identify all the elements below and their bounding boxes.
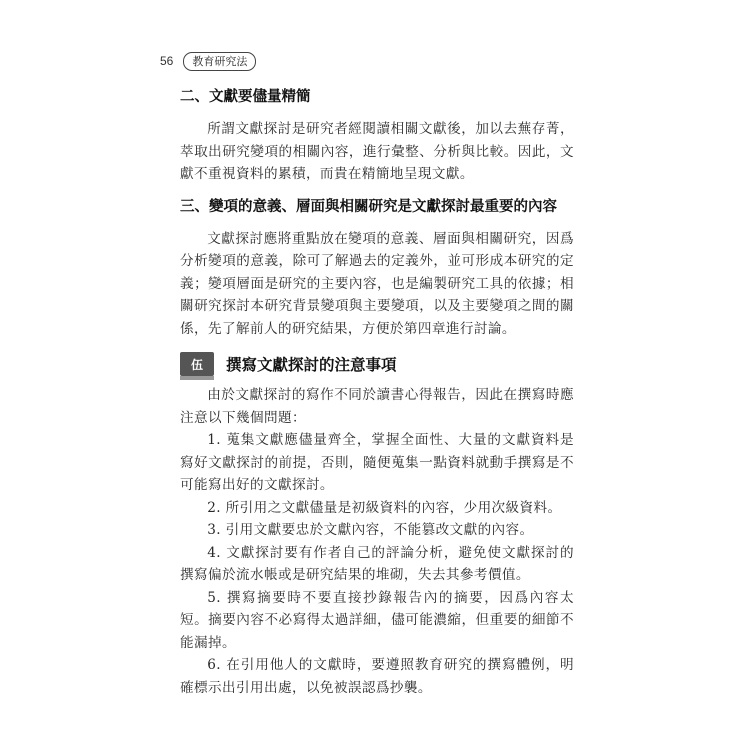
section-paragraph-2: 所謂文獻探討是研究者經閱讀相關文獻後，加以去蕪存菁，萃取出研究變項的相關內容，進行彙整、分析與比較。因此，文獻不重視資料的累積，而貴在精簡地呈現文獻。 [180, 121, 574, 182]
list-item: 2. 所引用之文獻儘量是初級資料的內容，少用次級資料。 [207, 499, 562, 516]
page-header [160, 51, 256, 71]
major-section-title: 撰寫文獻探討的注意事項 [226, 356, 397, 374]
list-item: 1. 蒐集文獻應儘量齊全，掌握全面性、大量的文獻資料是寫好文獻探討的前提，否則，隨便蒐集一點資料就動手撰寫是不可能寫出好的文獻探討。 [180, 432, 574, 493]
page-number: 56 [160, 54, 174, 68]
list-item: 6. 在引用他人的文獻時，要遵照教育研究的撰寫體例，明確標示出引用出處，以免被誤認爲抄襲。 [180, 657, 574, 696]
section-paragraph-3: 文獻探討應將重點放在變項的意義、層面與相關研究，因爲分析變項的意義，除可了解過去的定義外，並可形成本研究的定義；變項層面是研究的主要內容，也是編製研究工具的依據；相關研究探討本研究背景變項與主要變項，以及主要變項之間的關係，先了解前人的研究結果，方便於第四章進行討論。 [180, 230, 574, 337]
page-content [180, 86, 574, 699]
section-heading-2: 二、文獻要儘量精簡 [180, 89, 311, 105]
major-section-intro: 由於文獻探討的寫作不同於讀書心得報告，因此在撰寫時應注意以下幾個問題： [180, 387, 574, 426]
major-section-heading [180, 352, 574, 376]
list-item: 3. 引用文獻要忠於文獻內容，不能篡改文獻的內容。 [207, 522, 534, 538]
section-heading-3: 三、變項的意義、層面與相關研究是文獻探討最重要的內容 [180, 198, 557, 215]
list-item: 5. 撰寫摘要時不要直接抄錄報告內的摘要，因爲內容太短。摘要內容不必寫得太過詳細，儘可能濃縮，但重要的細節不能漏掉。 [180, 589, 574, 651]
list-item: 4. 文獻探討要有作者自己的評論分析，避免使文獻探討的撰寫偏於流水帳或是研究結果的堆砌，失去其參考價值。 [180, 544, 574, 583]
chapter-tag: 教育研究法 [183, 52, 256, 71]
section-number-badge: 伍 [180, 352, 214, 376]
